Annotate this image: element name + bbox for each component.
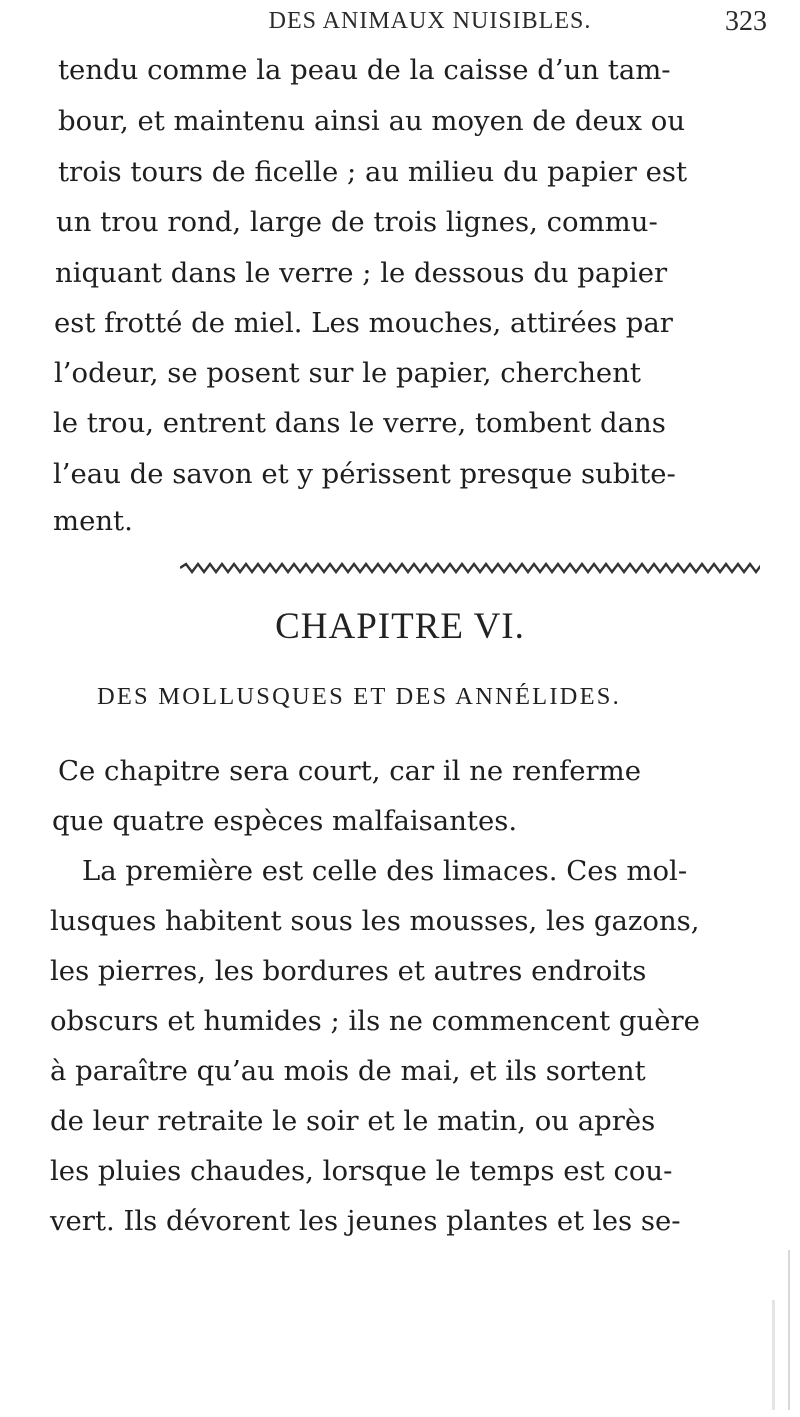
text-line: niquant dans le verre ; le dessous du papier <box>55 257 668 289</box>
text-line: un trou rond, large de trois lignes, commu- <box>56 206 658 238</box>
text-line: l’odeur, se posent sur le papier, cherchent <box>54 357 641 389</box>
text-line: l’eau de savon et y périssent presque subite- <box>53 458 676 490</box>
decorative-rule <box>180 561 760 575</box>
page-edge-shadow <box>788 1250 790 1410</box>
text-line: le trou, entrent dans le verre, tombent dans <box>53 407 666 439</box>
text-line: tendu comme la peau de la caisse d’un tam- <box>58 54 671 86</box>
text-line: vert. Ils dévorent les jeunes plantes et les se- <box>50 1205 681 1237</box>
text-line: obscurs et humides ; ils ne commencent guère <box>50 1005 700 1037</box>
text-line: bour, et maintenu ainsi au moyen de deux ou <box>58 105 686 137</box>
text-line: est frotté de miel. Les mouches, attirées par <box>54 307 673 339</box>
text-line: les pierres, les bordures et autres endroits <box>50 955 647 987</box>
chapter-subtitle: DES MOLLUSQUES ET DES ANNÉLIDES. <box>97 683 621 710</box>
page-number: 323 <box>725 6 767 37</box>
running-head: DES ANIMAUX NUISIBLES. <box>268 8 592 34</box>
text-line: lusques habitent sous les mousses, les gazons, <box>50 905 700 937</box>
page-edge-shadow <box>772 1300 775 1410</box>
text-line: La première est celle des limaces. Ces mol- <box>82 855 688 887</box>
text-line: que quatre espèces malfaisantes. <box>52 805 518 837</box>
text-line: ment. <box>53 505 133 537</box>
text-line: les pluies chaudes, lorsque le temps est cou- <box>50 1155 673 1187</box>
text-line: de leur retraite le soir et le matin, ou après <box>50 1105 656 1137</box>
chapter-title: CHAPITRE VI. <box>275 606 525 647</box>
text-line: trois tours de ficelle ; au milieu du papier est <box>58 156 688 188</box>
text-line: Ce chapitre sera court, car il ne renferme <box>58 755 642 787</box>
text-line: à paraître qu’au mois de mai, et ils sortent <box>50 1055 646 1087</box>
